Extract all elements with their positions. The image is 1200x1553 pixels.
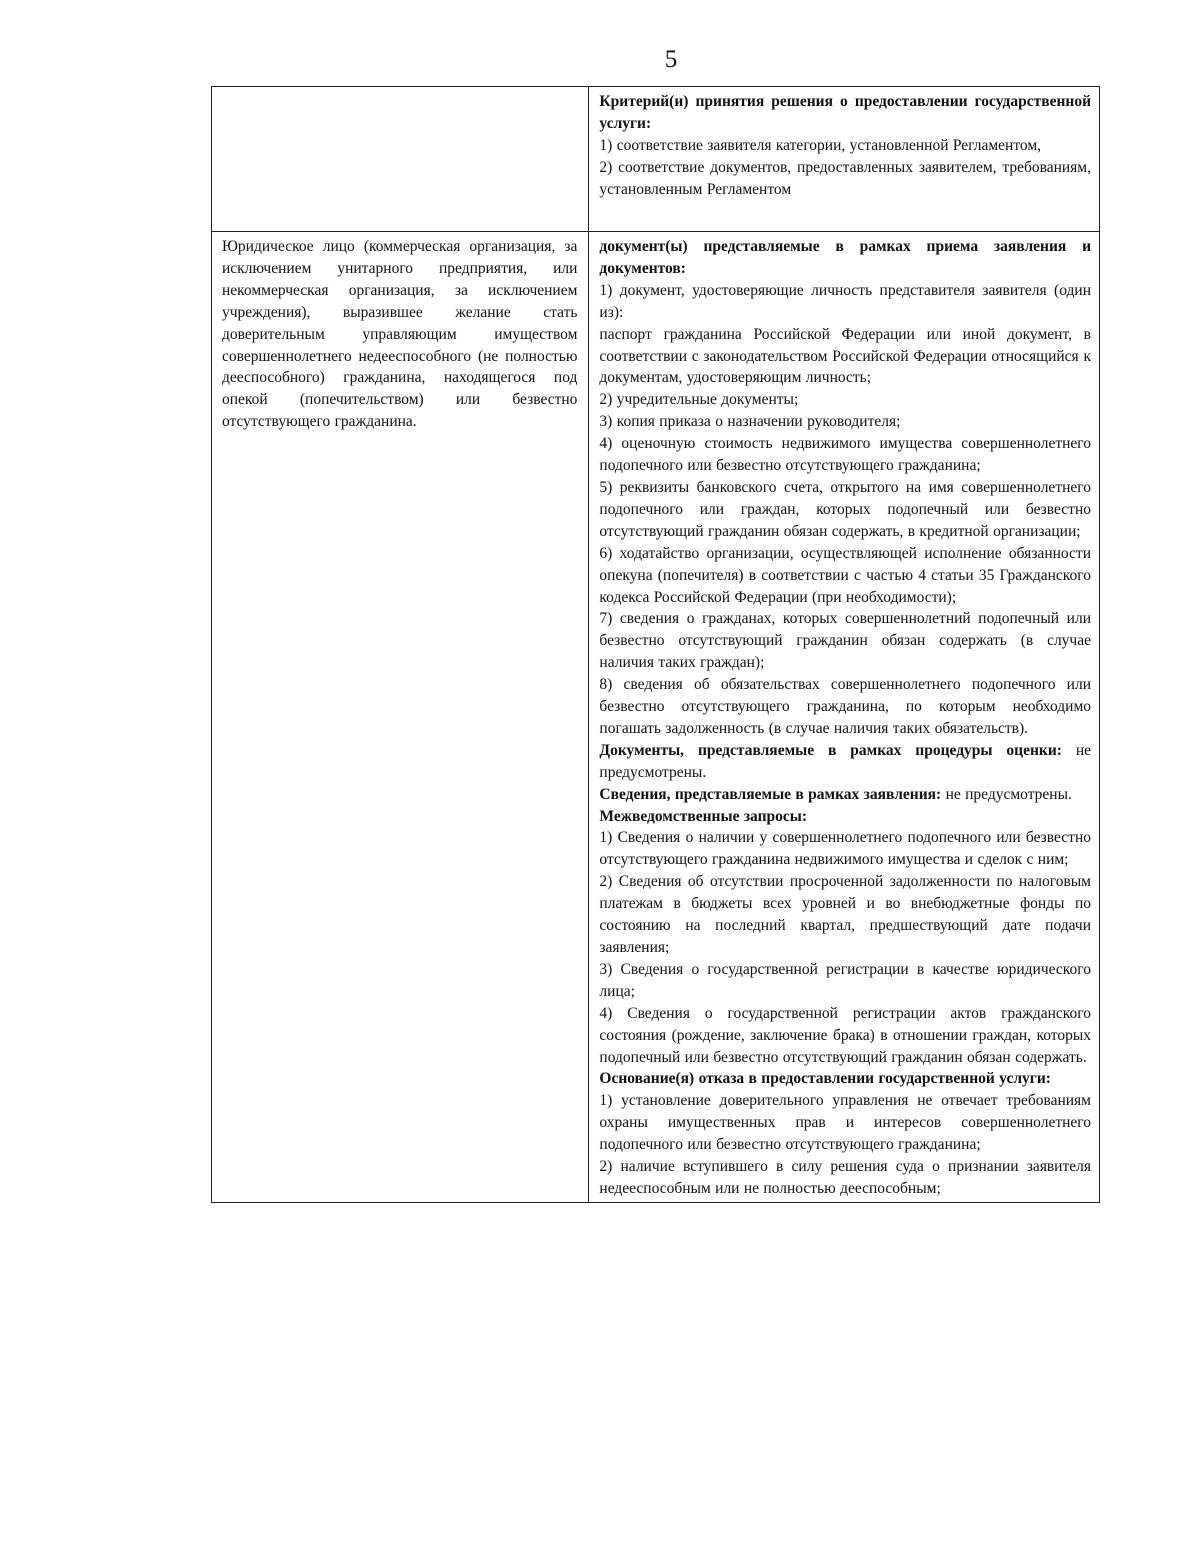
paragraph-text: 3) Сведения о государственной регистрации в качестве юридического лица;	[599, 960, 1091, 1000]
paragraph	[599, 959, 1091, 1003]
paragraph-text: не предусмотрены.	[941, 785, 1072, 803]
paragraph-text: 1) соответствие заявителя категории, установленной Регламентом,	[599, 136, 1042, 154]
paragraph-text: 4) оценочную стоимость недвижимого имущества совершеннолетнего подопечного или безвестно отсутствующего гражданина;	[599, 435, 1091, 475]
section-heading: Межведомственные запросы:	[599, 807, 808, 825]
page-number: 5	[664, 46, 678, 73]
paragraph-text: не предусмотрены.	[599, 741, 1091, 781]
paragraph-text: паспорт гражданина Российской Федерации или иной документ, в соответствии с законодательством Российской Федерации относящийся к документам, удостоверяющим личность;	[599, 325, 1091, 387]
paragraph-text: 1) установление доверительного управления не отвечает требованиям охраны имущественных прав и интересов совершеннолетнего подопечного или безвестно отсутствующего гражданина;	[599, 1092, 1091, 1154]
paragraph-text: 1) Сведения о наличии у совершеннолетнего подопечного или безвестно отсутствующего гражданина недвижимого имущества и сделок с ним;	[599, 829, 1091, 869]
section-heading: Документы, представляемые в рамках процедуры оценки:	[599, 741, 1062, 759]
paragraph-text: 3) копия приказа о назначении руководителя;	[599, 413, 901, 431]
paragraph-text: 2) наличие вступившего в силу решения суда о признании заявителя недееспособным или не полностью дееспособным;	[599, 1158, 1091, 1197]
paragraph	[599, 740, 1091, 784]
paragraph-text: 8) сведения об обязательствах совершеннолетнего подопечного или безвестно отсутствующего гражданина, по которым необходимо погашать задолженность (в случае наличия таких обязательств).	[599, 676, 1091, 737]
applicant-description: Юридическое лицо (коммерческая организация, за исключением унитарного предприятия, или некоммерческая организация, за исключением учреждения), выразившее желание стать доверительным управляющим имуществом совершеннолетнего недееспособного (не полностью дееспособного) гражданина, находящегося под опекой (попечительством) или безвестно отсутствующего гражданина.	[222, 238, 578, 431]
table-row	[212, 232, 1100, 1203]
paragraph	[599, 236, 1091, 280]
paragraph	[599, 871, 1091, 959]
table-cell-details	[589, 87, 1100, 232]
paragraph	[599, 806, 1091, 828]
paragraph	[599, 433, 1091, 477]
paragraph	[599, 827, 1091, 871]
table-row	[212, 87, 1100, 232]
paragraph-text: 4) Сведения о государственной регистрации актов гражданского состояния (рождение, заключение брака) в отношении граждан, которых подопечный или безвестно отсутствующий гражданин обязан содержать.	[599, 1004, 1091, 1066]
paragraph	[599, 280, 1091, 324]
section-heading: Основание(я) отказа в предоставлении государственной услуги:	[599, 1070, 1051, 1088]
table-cell-details	[589, 232, 1100, 1203]
paragraph	[599, 157, 1091, 201]
paragraph	[599, 135, 1091, 157]
section-heading: Критерий(и) принятия решения о предоставлении государственной услуги:	[599, 93, 1091, 132]
paragraph	[599, 1068, 1091, 1090]
paragraph-text: 2) учредительные документы;	[599, 391, 799, 409]
paragraph-text: 2) соответствие документов, предоставленных заявителем, требованиям, установленным Регламентом	[599, 158, 1091, 198]
paragraph-text: 5) реквизиты банковского счета, открытого на имя совершеннолетнего подопечного или граждан, которых подопечный или безвестно отсутствующий гражданин обязан содержать, в кредитной организации;	[599, 478, 1091, 540]
paragraph	[599, 477, 1091, 543]
paragraph-text: 1) документ, удостоверяющие личность представителя заявителя (один из):	[599, 281, 1091, 321]
paragraph	[599, 389, 1091, 411]
paragraph	[599, 674, 1091, 740]
document-table	[211, 86, 1100, 1203]
table-cell-applicant	[212, 87, 589, 232]
paragraph	[599, 608, 1091, 674]
section-heading: документ(ы) представляемые в рамках приема заявления и документов:	[599, 238, 1091, 277]
details-list	[599, 236, 1091, 1200]
paragraph	[599, 1156, 1091, 1200]
paragraph-text: 2) Сведения об отсутствии просроченной задолженности по налоговым платежам в бюджеты всех уровней и во внебюджетные фонды по состоянию на последний квартал, предшествующий дате подачи заявления;	[599, 873, 1091, 956]
paragraph	[599, 1090, 1091, 1156]
paragraph	[599, 543, 1091, 609]
paragraph	[599, 91, 1091, 135]
section-heading: Сведения, представляемые в рамках заявления:	[599, 785, 942, 803]
paragraph-text: 6) ходатайство организации, осуществляющей исполнение обязанности опекуна (попечителя) в соответствии с частью 4 статьи 35 Гражданского кодекса Российской Федерации (при необходимости);	[599, 544, 1091, 606]
table-cell-applicant	[212, 232, 589, 1203]
paragraph	[599, 324, 1091, 390]
details-list	[599, 91, 1091, 201]
paragraph	[599, 1003, 1091, 1069]
paragraph	[599, 411, 1091, 433]
paragraph	[599, 784, 1091, 806]
paragraph-text: 7) сведения о гражданах, которых совершеннолетний подопечный или безвестно отсутствующий гражданин обязан содержать (в случае наличия таких граждан);	[599, 610, 1091, 672]
